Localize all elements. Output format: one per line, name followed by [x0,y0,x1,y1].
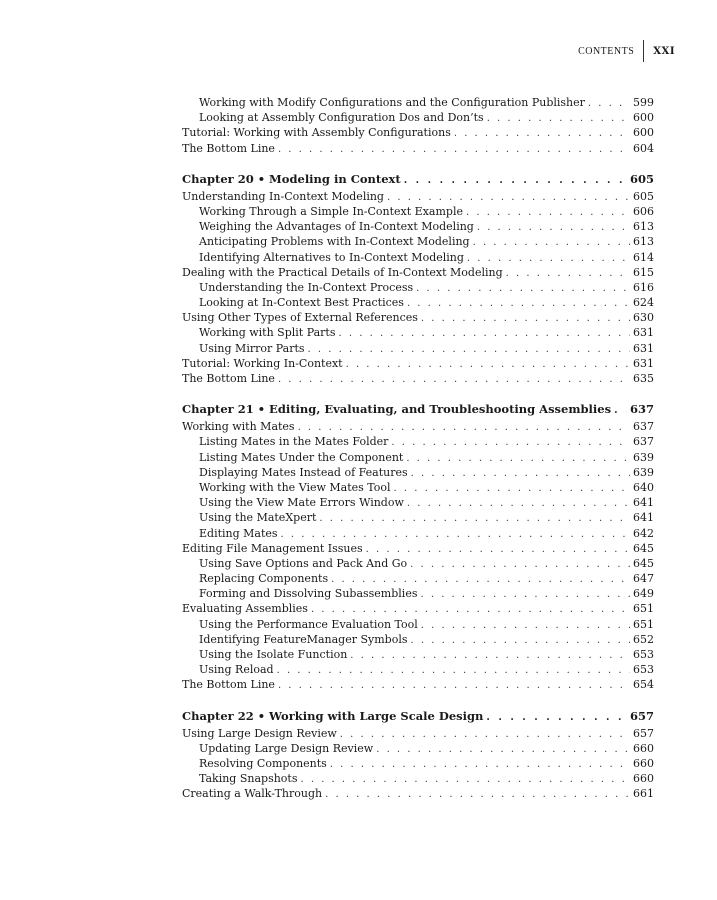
toc-entry-page: 637 [633,435,654,449]
toc-entry-title: Using the MateXpert [199,511,317,525]
toc-subentry[interactable] [182,617,654,632]
toc-entry-title: Evaluating Assemblies [182,602,308,616]
toc-entry-page: 635 [633,372,654,385]
dot-leader [391,435,630,449]
toc-entry[interactable] [182,419,654,434]
toc-entry-page: 660 [633,756,654,770]
page-number: XXI [653,45,675,57]
toc-subentry[interactable] [182,662,654,677]
dot-leader [420,587,630,601]
toc-entry-page: 613 [633,235,654,249]
toc-entry-title: Listing Mates Under the Component [199,450,404,464]
chapter-heading[interactable] [182,401,654,418]
toc-entry-page: 606 [633,204,654,218]
dot-leader [339,326,630,340]
toc-entry-page: 653 [633,648,654,661]
dot-leader [406,451,630,465]
toc-entry-title: Weighing the Advantages of In-Context Modeling [199,220,474,234]
toc-subentry[interactable] [182,741,654,756]
toc-subentry[interactable] [182,495,654,510]
toc-entry-page: 639 [633,450,654,464]
toc-subentry[interactable] [182,95,654,110]
toc-entry-page: 615 [633,265,654,279]
toc-entry-title: Editing File Management Issues [182,541,363,555]
dot-leader [278,678,630,692]
toc-entry-page: 642 [633,526,654,540]
dot-leader [319,511,630,525]
dot-leader [330,757,630,771]
dot-leader [325,787,630,801]
toc-entry-page: 616 [633,280,654,294]
toc-entry-page: 614 [633,250,654,264]
toc-entry-title: Resolving Components [199,756,327,770]
running-head-divider [643,40,644,62]
toc-subentry[interactable] [182,771,654,786]
toc-entry-page: 637 [633,420,654,434]
toc-entry-page: 631 [633,341,654,355]
dot-leader [311,602,630,616]
toc-subentry[interactable] [182,110,654,125]
dot-leader [588,96,630,110]
dot-leader [346,357,630,371]
dot-leader [421,311,630,325]
toc-subentry[interactable] [182,250,654,265]
toc-entry[interactable] [182,601,654,616]
dot-leader [454,126,630,140]
toc-entry-title: Working with Modify Configurations and the Configuration Publisher [199,96,585,109]
toc-entry-title: Tutorial: Working In-Context [182,356,343,370]
toc-entry-title: The Bottom Line [182,678,275,692]
toc-entry[interactable] [182,541,654,556]
toc-entry-page: 645 [633,541,654,555]
dot-leader [300,772,630,786]
toc-subentry[interactable] [182,325,654,340]
chapter-title: Chapter 20 • Modeling in Context [182,171,401,186]
toc-entry-page: 660 [633,772,654,786]
toc-entry-page: 649 [633,587,654,601]
toc-entry[interactable] [182,265,654,280]
toc-entry-title: The Bottom Line [182,141,275,155]
dot-leader [477,220,630,234]
toc-entry-title: Using the Isolate Function [199,648,348,661]
dot-leader [394,481,630,495]
dot-leader [340,727,630,741]
toc-entry-page: 651 [633,617,654,631]
dot-leader [298,420,630,434]
toc-subentry[interactable] [182,510,654,525]
toc-subentry[interactable] [182,219,654,234]
toc-entry-title: Working Through a Simple In-Context Example [199,204,463,218]
toc-entry-title: Editing Mates [199,526,278,540]
toc-entry-page: 631 [633,326,654,340]
toc-entry-page: 624 [633,296,654,310]
dot-leader [278,372,630,386]
toc-entry-title: The Bottom Line [182,372,275,385]
toc-entry[interactable] [182,356,654,371]
dot-leader [466,205,630,219]
toc-entry-title: Listing Mates in the Mates Folder [199,435,389,449]
toc-entry-page: 641 [633,511,654,525]
toc-entry-page: 653 [633,663,654,677]
toc-entry-page: 651 [633,602,654,616]
toc-subentry[interactable] [182,632,654,647]
toc-entry-page: 613 [633,220,654,234]
dot-leader [487,111,630,125]
toc-entry-title: Using the View Mate Errors Window [199,496,404,510]
dot-leader [366,542,630,556]
toc-entry-title: Using Mirror Parts [199,341,305,355]
toc-entry-title: Anticipating Problems with In-Context Modeling [199,235,470,249]
toc-entry-page: 604 [633,141,654,155]
dot-leader [331,572,630,586]
dot-leader [387,190,630,204]
toc-entry-title: Updating Large Design Review [199,741,374,755]
dot-leader [410,557,630,571]
toc-entry-page: 647 [633,572,654,586]
toc-entry-title: Replacing Components [199,572,329,586]
toc-entry[interactable] [182,125,654,140]
dot-leader [308,342,630,356]
toc-entry-title: Identifying Alternatives to In-Context Modeling [199,250,464,264]
toc-entry-title: Looking at In-Context Best Practices [199,296,404,310]
toc-entry-page: 639 [633,465,654,479]
toc-subentry[interactable] [182,450,654,465]
dot-leader [467,251,630,265]
toc-entry-page: 657 [633,726,654,740]
toc-entry-title: Using the Performance Evaluation Tool [199,617,418,631]
toc-entry-title: Forming and Dissolving Subassemblies [199,587,418,601]
toc-entry-page: 600 [633,111,654,125]
toc-entry-page: 660 [633,741,654,755]
chapter-title: Chapter 22 • Working with Large Scale Design [182,708,484,723]
table-of-contents [182,95,654,802]
dot-leader [278,142,630,156]
toc-entry-title: Working with Mates [182,420,295,434]
running-head [578,40,675,62]
toc-subentry[interactable] [182,465,654,480]
toc-entry[interactable] [182,310,654,325]
toc-entry-page: 640 [633,480,654,494]
toc-entry-title: Working with the View Mates Tool [199,480,391,494]
dot-leader [404,172,627,188]
toc-entry[interactable] [182,141,654,156]
dot-leader [350,648,630,662]
toc-entry[interactable] [182,726,654,741]
dot-leader [486,709,627,725]
toc-entry[interactable] [182,189,654,204]
toc-entry-page: 654 [633,678,654,692]
toc-subentry[interactable] [182,756,654,771]
toc-entry[interactable] [182,371,654,386]
toc-entry-title: Using Other Types of External References [182,311,418,325]
toc-subentry[interactable] [182,295,654,310]
chapter-heading[interactable] [182,708,654,725]
dot-leader [416,281,630,295]
toc-entry-page: 652 [633,632,654,646]
toc-subentry[interactable] [182,341,654,356]
toc-subentry[interactable] [182,480,654,495]
toc-subentry[interactable] [182,647,654,662]
toc-subentry[interactable] [182,586,654,601]
dot-leader [407,496,630,510]
toc-entry-title: Displaying Mates Instead of Features [199,465,408,479]
toc-entry-title: Creating a Walk-Through [182,787,323,801]
chapter-page: 657 [629,708,654,723]
toc-entry-title: Understanding the In-Context Process [199,280,414,294]
toc-subentry[interactable] [182,526,654,541]
toc-entry-title: Using Save Options and Pack And Go [199,556,408,570]
toc-subentry[interactable] [182,204,654,219]
toc-entry-title: Understanding In-Context Modeling [182,189,384,203]
dot-leader [473,235,630,249]
dot-leader [277,663,630,677]
toc-entry-title: Dealing with the Practical Details of In-Context Modeling [182,265,503,279]
running-head-label: CONTENTS [578,45,635,57]
chapter-page: 605 [629,171,654,186]
toc-entry-page: 599 [633,96,654,109]
toc-subentry[interactable] [182,556,654,571]
chapter-title: Chapter 21 • Editing, Evaluating, and Troubleshooting Assemblies [182,402,612,417]
toc-subentry[interactable] [182,280,654,295]
dot-leader [614,402,627,418]
toc-entry[interactable] [182,677,654,692]
toc-entry-page: 641 [633,496,654,510]
toc-entry-title: Using Reload [199,663,274,677]
chapter-heading[interactable] [182,171,654,188]
toc-entry-page: 600 [633,126,654,140]
dot-leader [411,466,630,480]
toc-subentry[interactable] [182,234,654,249]
toc-entry-title: Identifying FeatureManager Symbols [199,632,408,646]
dot-leader [506,266,630,280]
toc-subentry[interactable] [182,434,654,449]
dot-leader [376,742,630,756]
toc-entry-title: Looking at Assembly Configuration Dos and Don’ts [199,111,484,125]
toc-entry-page: 645 [633,556,654,570]
dot-leader [421,618,630,632]
chapter-page: 637 [629,402,654,417]
toc-subentry[interactable] [182,571,654,586]
dot-leader [281,527,630,541]
toc-entry-title: Taking Snapshots [199,772,298,786]
dot-leader [411,633,631,647]
toc-entry-title: Working with Split Parts [199,326,336,340]
toc-entry-page: 631 [633,356,654,370]
toc-entry-page: 630 [633,311,654,325]
dot-leader [407,296,630,310]
toc-entry-title: Tutorial: Working with Assembly Configurations [182,126,451,140]
toc-entry[interactable] [182,786,654,801]
toc-entry-page: 605 [633,189,654,203]
toc-entry-title: Using Large Design Review [182,726,337,740]
toc-entry-page: 661 [633,787,654,801]
